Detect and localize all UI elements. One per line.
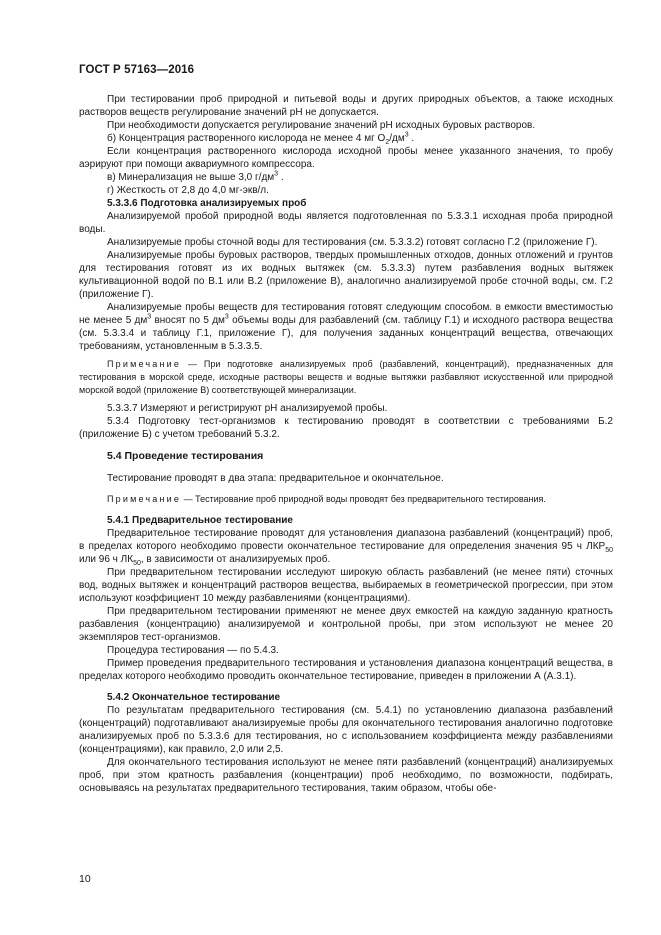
paragraph-oxygen-requirement: б) Концентрация растворенного кислорода не менее 4 мг $O_2/дм^3$ . [107,131,415,146]
subsection-heading-5-4-1: 5.4.1 Предварительное тестирование [107,515,293,526]
paragraph: Процедура тестирования — по 5.4.3. [107,645,279,656]
paragraph: При тестировании проб природной и питьевой воды и других природных объектов, а также исходных растворов веществ регулирование значений рН не допускается. [79,94,613,118]
paragraph: При предварительном тестировании применяют не менее двух емкостей на каждую заданную кратность разбавления (концентрацию) анализируемой и контрольной пробы, при этом используют не менее 20 экземпляров тест-организмов. [79,606,613,643]
paragraph-hardness: г) Жесткость от 2,8 до 4,0 мг-экв/л. [107,185,269,196]
note: Примечание — Тестирование проб природной воды проводят без предварительного тестирования. [107,494,546,504]
paragraph: Для окончательного тестирования используют не менее пяти разбавлений (концентраций) анализируемых проб, при этом кратность разбавления (концентрации) проб необходимо, по возможности, подбирать, основываясь на результатах предварительного тестирования, таким образом, чтобы обе- [79,757,613,794]
paragraph: 5.3.4 Подготовку тест-организмов к тестированию проводят в соответствии с требованиями Б.2 (приложение Б) с учетом требований 5.3.2. [79,416,613,440]
note: Примечание — При подготовке анализируемых проб (разбавлений, концентраций), предназначенных для тестирования в морской среде, исходные растворы веществ и водные вытяжки разбавляют искусственной или природной морской водой (приложение В) соответствующей минерализации. [79,359,613,395]
paragraph: По результатам предварительного тестирования (см. 5.4.1) по установлению диапазона разбавлений (концентраций) подготавливают анализируемые пробы для окончательного тестирования аналогично подготовке анализируемых проб по 5.3.3.6 для тестирования, но с использованием коэффициента между разбавлениями (концентрациями), как правило, 2,0 или 2,5. [79,705,613,755]
subsection-heading-5-3-3-6: 5.3.3.6 Подготовка анализируемых проб [107,198,307,209]
document-code-header: ГОСТ Р 57163—2016 [79,64,195,76]
section-heading-5-4: 5.4 Проведение тестирования [107,450,264,462]
paragraph: Если концентрация растворенного кислорода исходной пробы менее указанного значения, то пробу аэрируют при помощи аквариумного компрессора. [79,146,613,170]
paragraph-mineralization: в) Минерализация не выше 3,0 $г/дм^3$ . [107,170,284,183]
document-body [79,93,613,795]
page-number: 10 [79,873,91,885]
paragraph: При необходимости допускается регулирование значений рН исходных буровых растворов. [107,120,536,131]
paragraph: Пример проведения предварительного тестирования и установления диапазона концентраций вещества, в пределах которого необходимо проводить окончательное тестирование, приведен в приложении А (А.3.1). [79,658,613,682]
subsection-heading-5-4-2: 5.4.2 Окончательное тестирование [107,692,281,703]
paragraph: Предварительное тестирование проводят для установления диапазона разбавлений (концентраций) проб, в пределах которого необходимо провести окончательное тестирование для определения значения 95 ч $ЛКР_{50}$ или 96 ч $ЛК_{50}$, в зависимости от анализируемых проб. [79,528,613,567]
paragraph: 5.3.3.7 Измеряют и регистрируют рН анализируемой пробы. [107,403,388,414]
paragraph: Анализируемой пробой природной воды является подготовленная по 5.3.3.1 исходная проба природной воды. [79,211,613,235]
paragraph: Анализируемые пробы веществ для тестирования готовят следующим способом. в емкости вместимостью не менее 5 $дм^3$ вносят по 5 $дм^3$ объемы воды для разбавлений (см. таблицу Г.1) и исходного раствора вещества (см. 5.3.3.4 и таблицу Г.1, приложение Г), для получения заданных концентраций вещества, отвечающих требованиям, установленным в 5.3.3.5. [79,302,613,352]
paragraph: Анализируемые пробы сточной воды для тестирования (см. 5.3.3.2) готовят согласно Г.2 (приложение Г). [107,237,598,248]
note-label: Примечание [107,494,182,504]
paragraph: Анализируемые пробы буровых растворов, твердых промышленных отходов, донных отложений и грунтов для тестирования готовят из их водных вытяжек (см. 5.3.3.3) путем разбавления водных вытяжек культивационной водой по В.1 или В.2 (приложение В), аналогично анализируемой пробе сточной воды, см. Г.2 (приложение Г). [79,250,613,300]
paragraph: Тестирование проводят в два этапа: предварительное и окончательное. [107,473,444,484]
note-label: Примечание [107,359,182,369]
paragraph: При предварительном тестировании исследуют широкую область разбавлений (не менее пяти) сточных вод, водных вытяжек и концентраций растворов вещества, выбираемых в геометрической прогрессии, при этом используют коэффициент 10 между разбавлениями (концентрациями). [79,567,613,604]
